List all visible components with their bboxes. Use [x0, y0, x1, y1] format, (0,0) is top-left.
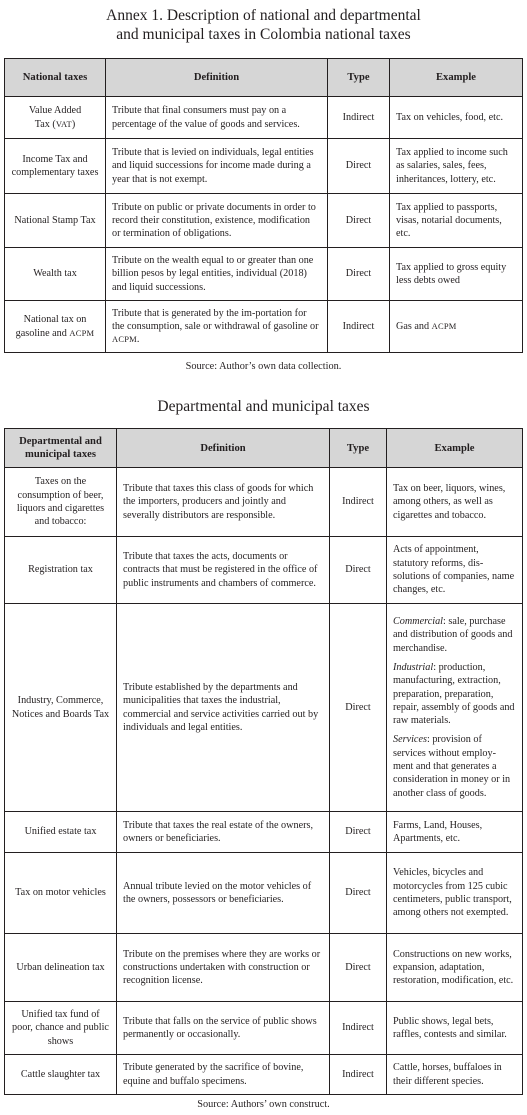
header-definition: Definition: [106, 59, 328, 97]
tax-name: Registration tax: [5, 537, 117, 604]
tax-definition: Tribute generated by the sacrifice of bovine, equine and buffalo specimens.: [117, 1055, 330, 1095]
tax-type: Direct: [328, 194, 390, 248]
table-row: [5, 934, 523, 1002]
example-commercial-text: : sale, purchase and distribution of goods and merchandise.: [393, 616, 513, 654]
tax-type: Direct: [328, 139, 390, 194]
example-services-label: Services: [393, 734, 427, 746]
header-definition: Definition: [117, 429, 330, 468]
annex-title-line-1: Annex 1. Description of national and departmental: [106, 7, 421, 24]
tax-definition: Tribute that taxes the acts, documents or contracts that must be registered in the office of public instruments and chambers of commerce.: [117, 537, 330, 604]
tax-name: Tax on motor vehicles: [5, 853, 117, 934]
table-row: [5, 301, 523, 353]
tax-definition: Tribute on the premises where they are works or constructions undertaken with construction or recognition license.: [117, 934, 330, 1002]
tax-type: Direct: [330, 604, 387, 812]
table-row: [5, 853, 523, 934]
tax-definition: Tribute on public or private documents in order to record their constitution, existence, modification or termination of obligations.: [106, 194, 328, 248]
tax-type: Indirect: [330, 468, 387, 537]
departmental-source-note: Source: Authors’ own construct.: [197, 1099, 330, 1110]
tax-name: Income Tax and complementary taxes: [5, 139, 106, 194]
tax-type: Indirect: [328, 301, 390, 353]
table-row: [5, 812, 523, 853]
tax-example: Tax applied to passports, visas, notarial documents, etc.: [390, 194, 523, 248]
national-taxes-table: [4, 58, 523, 353]
header-type: Type: [328, 59, 390, 97]
tax-name: National tax on gasoline and ACPM: [5, 301, 106, 353]
tax-name: Value Added Tax (VAT): [5, 97, 106, 139]
example-industrial: [393, 661, 516, 727]
example-commercial: [393, 615, 516, 655]
tax-type: Direct: [328, 248, 390, 301]
tax-example-activities: [387, 604, 523, 812]
tax-name: Cattle slaughter tax: [5, 1055, 117, 1095]
tax-example: Gas and ACPM: [390, 301, 523, 353]
example-commercial-label: Commercial: [393, 616, 443, 628]
tax-name: Urban delineation tax: [5, 934, 117, 1002]
national-table-header-row: [5, 59, 523, 97]
table-row: [5, 194, 523, 248]
tax-example: Public shows, legal bets, raffles, contests and similar.: [387, 1002, 523, 1055]
table-row: [5, 537, 523, 604]
tax-type: Indirect: [330, 1002, 387, 1055]
departmental-taxes-table: [4, 428, 523, 1095]
tax-definition: Tribute that is levied on individuals, legal entities and liquid successions for income made during a year that is not exempt.: [106, 139, 328, 194]
departmental-section-title: Departmental and municipal taxes: [157, 398, 370, 415]
tax-example: Tax on beer, liquors, wines, among others, as well as cigarettes and tobacco.: [387, 468, 523, 537]
example-services-text: : provision of services without employ-ment and that generates a consideration in money or in another class of goods.: [393, 734, 511, 799]
table-row: [5, 97, 523, 139]
tax-example: Tax applied to gross equity less debts owed: [390, 248, 523, 301]
national-source-note: Source: Author’s own data collection.: [185, 361, 342, 372]
tax-example: Tax on vehicles, food, etc.: [390, 97, 523, 139]
table-row: [5, 1055, 523, 1095]
tax-definition: Tribute that final consumers must pay on a percentage of the value of goods and services.: [106, 97, 328, 139]
tax-example: Cattle, horses, buffaloes in their different species.: [387, 1055, 523, 1095]
tax-name: Taxes on the consumption of beer, liquors and cigarettes and tobacco:: [5, 468, 117, 537]
tax-example: Farms, Land, Houses, Apartments, etc.: [387, 812, 523, 853]
tax-type: Direct: [330, 934, 387, 1002]
tax-type: Direct: [330, 812, 387, 853]
tax-example: Acts of appointment, statutory reforms, dis-solutions of companies, name changes, etc.: [387, 537, 523, 604]
tax-definition: Tribute on the wealth equal to or greater than one billion pesos by legal entities, individual (2018) and liquid successions.: [106, 248, 328, 301]
tax-definition: Tribute that falls on the service of public shows permanently or occasionally.: [117, 1002, 330, 1055]
tax-definition: Tribute established by the departments and municipalities that taxes the industrial, commercial and service activities carried out by individuals and legal entities.: [117, 604, 330, 812]
table-row: [5, 468, 523, 537]
table-row: [5, 248, 523, 301]
tax-name: Industry, Commerce, Notices and Boards Tax: [5, 604, 117, 812]
tax-definition: Tribute that taxes this class of goods for which the importers, producers and jointly and severally distributors are responsible.: [117, 468, 330, 537]
tax-name: Unified estate tax: [5, 812, 117, 853]
tax-type: Indirect: [330, 1055, 387, 1095]
header-departmental-taxes: Departmental and municipal taxes: [5, 429, 117, 468]
header-national-taxes: National taxes: [5, 59, 106, 97]
tax-name: National Stamp Tax: [5, 194, 106, 248]
table-row: [5, 1002, 523, 1055]
tax-example: Tax applied to income such as salaries, sales, fees, inheritances, lottery, etc.: [390, 139, 523, 194]
tax-type: Indirect: [328, 97, 390, 139]
header-example: Example: [390, 59, 523, 97]
tax-name: Unified tax fund of poor, chance and public shows: [5, 1002, 117, 1055]
tax-type: Direct: [330, 853, 387, 934]
tax-definition: Tribute that is generated by the im-portation for the consumption, sale or withdrawal of gasoline or ACPM.: [106, 301, 328, 353]
header-example: Example: [387, 429, 523, 468]
tax-example: Vehicles, bicycles and motorcycles from 125 cubic centimeters, public transport, among others not exempted.: [387, 853, 523, 934]
annex-title: [0, 0, 527, 44]
annex-title-line-2: and municipal taxes in Colombia national taxes: [116, 26, 411, 43]
tax-definition: Annual tribute levied on the motor vehicles of the owners, possessors or beneficiaries.: [117, 853, 330, 934]
table-row: [5, 139, 523, 194]
tax-type: Direct: [330, 537, 387, 604]
tax-example: Constructions on new works, expansion, adaptation, restoration, modification, etc.: [387, 934, 523, 1002]
departmental-table-header-row: [5, 429, 523, 468]
example-services: [393, 733, 516, 799]
table-row: [5, 604, 523, 812]
tax-name: Wealth tax: [5, 248, 106, 301]
example-industrial-text: : production, manufacturing, extraction, preparation, preparation, repair, assembly of goods and raw materials.: [393, 661, 515, 727]
header-type: Type: [330, 429, 387, 468]
example-industrial-label: Industrial: [393, 661, 434, 673]
tax-definition: Tribute that taxes the real estate of the owners, owners or beneficiaries.: [117, 812, 330, 853]
